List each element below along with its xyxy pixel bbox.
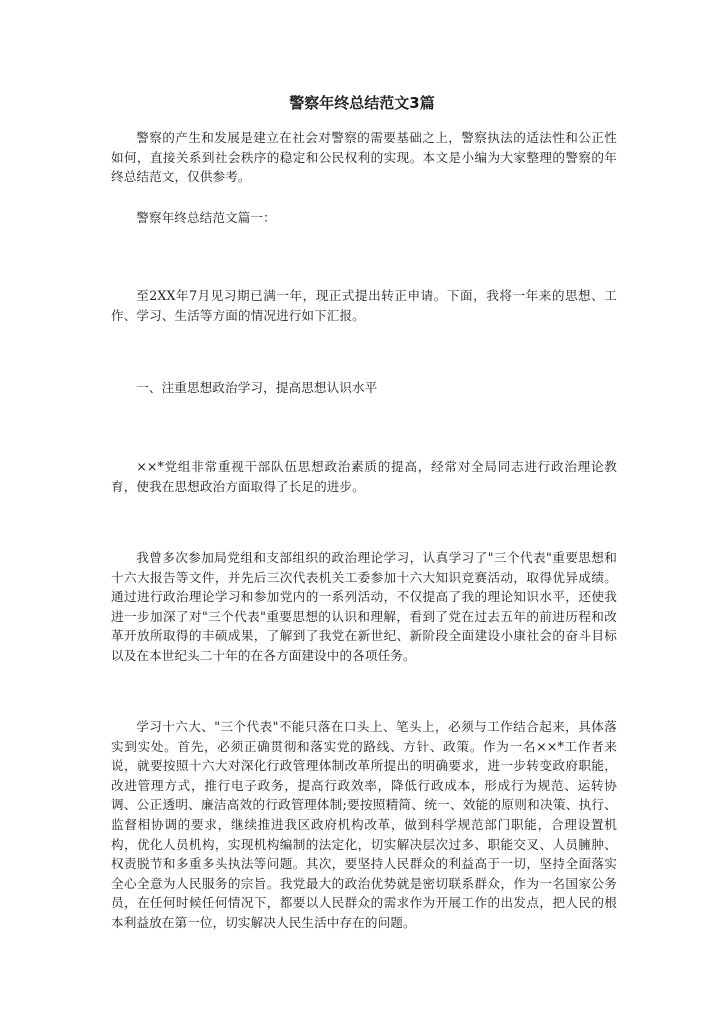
document-title: 警察年终总结范文3篇 xyxy=(289,94,435,112)
report-paragraph: 至2XX年7月见习期已满一年，现正式提出转正申请。下面，我将一年来的思想、工作、学习、生活等方面的情况进行如下汇报。 xyxy=(111,288,617,323)
practice-paragraph: 学习十六大、"三个代表"不能只落在口头上、笔头上，必须与工作结合起来，具体落实到实处。首先，必须正确贯彻和落实党的路线、方针、政策。作为一名××*工作者来说，就要按照十六大对深化行政管理体制改革所提出的明确要求，进一步转变政府职能，改进管理方式，推行电子政务，提高行政效率，降低行政成本，形成行为规范、运转协调、公正透明、廉洁高效的行政管理体制;要按照精简、统一、效能的原则和决策、执行、监督相协调的要求，继续推进我区政府机构改革，做到科学规范部门职能，合理设置机构，优化人员机构，实现机构编制的法定化，切实解决层次过多、职能交叉、人员臃肿、权责脱节和多重多头执法等问题。其次，要坚持人民群众的利益高于一切，坚持全面落实全心全意为人民服务的宗旨。我党最大的政治优势就是密切联系群众，作为一名国家公务员，在任何时候任何情况下，都要以人民群众的需求作为开展工作的出发点，把人民的根本利益放在第一位，切实解决人民生活中存在的问题。 xyxy=(111,719,617,930)
party-education-paragraph: ××*党组非常重视干部队伍思想政治素质的提高，经常对全局同志进行政治理论教育，使我在思想政治方面取得了长足的进步。 xyxy=(111,459,617,494)
section-heading-1: 一、注重思想政治学习，提高思想认识水平 xyxy=(136,380,378,395)
intro-paragraph: 警察的产生和发展是建立在社会对警察的需要基础之上，警察执法的适法性和公正性如何，直接关系到社会秩序的稳定和公民权利的实现。本文是小编为大家整理的警察的年终总结范文，仅供参考。 xyxy=(111,130,617,185)
theory-study-paragraph: 我曾多次参加局党组和支部组织的政治理论学习，认真学习了"三个代表"重要思想和十六大报告等文件，并先后三次代表机关工委参加十六大知识竞赛活动，取得优异成绩。通过进行政治理论学习和参加党内的一系列活动，不仅提高了我的理论知识水平，还使我进一步加深了对"三个代表"重要思想的认识和理解，看到了党在过去五年的前进历程和改革开放所取得的丰硕成果，了解到了我党在新世纪、新阶段全面建设小康社会的奋斗目标以及在本世纪头二十年的在各方面建设中的各项任务。 xyxy=(111,550,617,663)
subheading-part-one: 警察年终总结范文篇一： xyxy=(136,210,276,225)
